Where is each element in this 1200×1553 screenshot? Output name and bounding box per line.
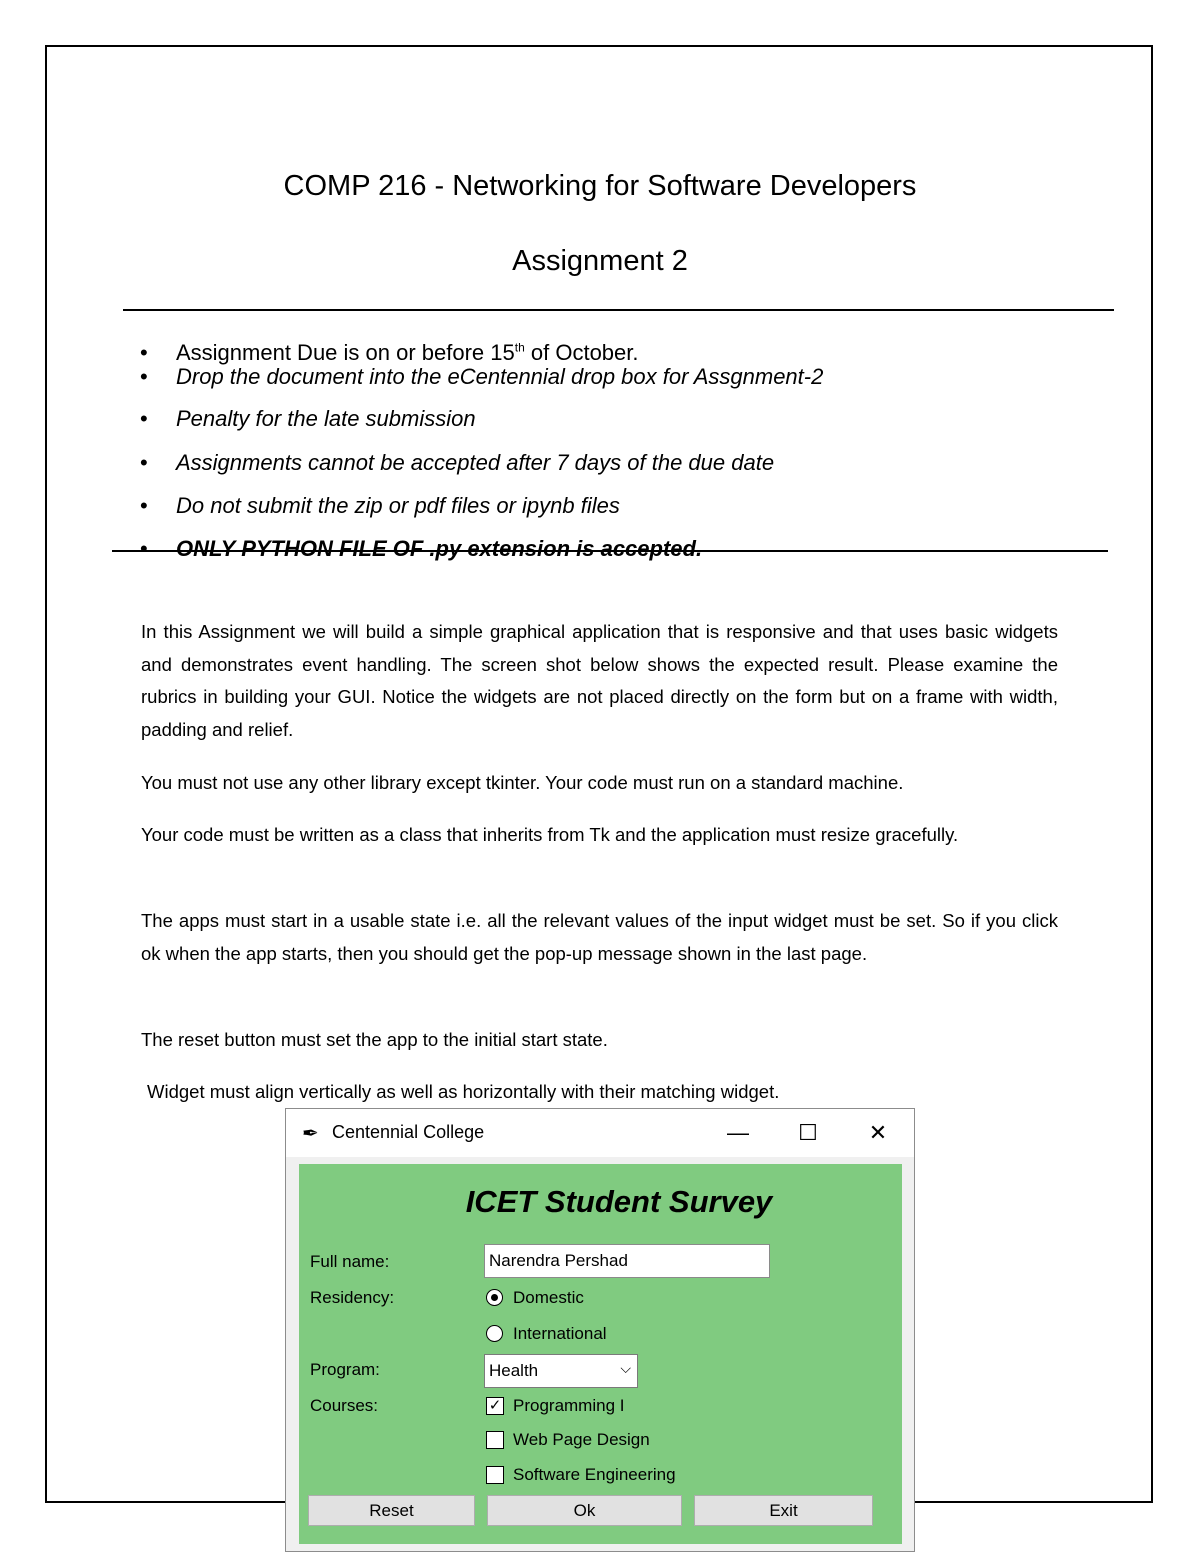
- radio-selected-icon: [486, 1289, 503, 1306]
- feather-icon: ✒: [302, 1123, 319, 1145]
- checkbox-empty-icon: [486, 1466, 504, 1484]
- bullets-divider: [112, 550, 1108, 552]
- survey-frame: ICET Student Survey Full name: Narendra Pershad Residency: Domestic International Program: Health ⌵ Courses: ✓ Programming I Web Page Design Software Engineering Reset Ok Exit: [299, 1164, 902, 1544]
- maximize-button[interactable]: ☐: [798, 1120, 818, 1145]
- ok-button[interactable]: Ok: [487, 1495, 682, 1526]
- full-name-label: Full name:: [310, 1252, 390, 1271]
- full-name-input[interactable]: Narendra Pershad: [484, 1244, 770, 1278]
- assignment-title: Assignment 2: [512, 245, 688, 277]
- app-window: [285, 1108, 915, 1552]
- intro-paragraph: In this Assignment we will build a simple graphical application that is responsive and that uses basic widgets and demonstrates event handling. The screen shot below shows the expected result. Please examine the rubrics in building your GUI. Notice the widgets are not placed directly on the form but on a frame with width, padding and relief.: [141, 621, 1058, 740]
- header-divider: [123, 309, 1114, 311]
- chevron-down-icon[interactable]: ⌵: [620, 1360, 631, 1376]
- reset-paragraph: The reset button must set the app to the initial start state.: [141, 1029, 608, 1050]
- minimize-button[interactable]: —: [727, 1120, 749, 1145]
- program-label: Program:: [310, 1360, 380, 1379]
- start-state-paragraph: The apps must start in a usable state i.e. all the relevant values of the input widget must be set. So if you click ok when the app starts, then you should get the pop-up message shown in the last page.: [141, 910, 1058, 964]
- program-select[interactable]: [484, 1354, 638, 1388]
- radio-empty-icon: [486, 1325, 503, 1342]
- align-paragraph: Widget must align vertically as well as horizontally with their matching widget.: [147, 1081, 780, 1102]
- residency-label: Residency:: [310, 1288, 395, 1307]
- courses-label: Courses:: [310, 1396, 379, 1415]
- reset-button[interactable]: Reset: [308, 1495, 475, 1526]
- checkbox-empty-icon: [486, 1431, 504, 1449]
- window-titlebar[interactable]: [286, 1109, 914, 1157]
- window-title: Centennial College: [332, 1122, 485, 1142]
- checkmark-icon: ✓: [486, 1397, 504, 1415]
- close-button[interactable]: ✕: [868, 1120, 888, 1145]
- library-paragraph: You must not use any other library except tkinter. Your code must run on a standard machine.: [141, 772, 904, 793]
- class-paragraph: Your code must be written as a class that inherits from Tk and the application must resize gracefully.: [141, 824, 959, 845]
- course-title: COMP 216 - Networking for Software Developers: [283, 170, 917, 202]
- program-value: Health: [489, 1361, 539, 1380]
- exit-button[interactable]: Exit: [694, 1495, 873, 1526]
- survey-title: ICET Student Survey: [465, 1184, 773, 1219]
